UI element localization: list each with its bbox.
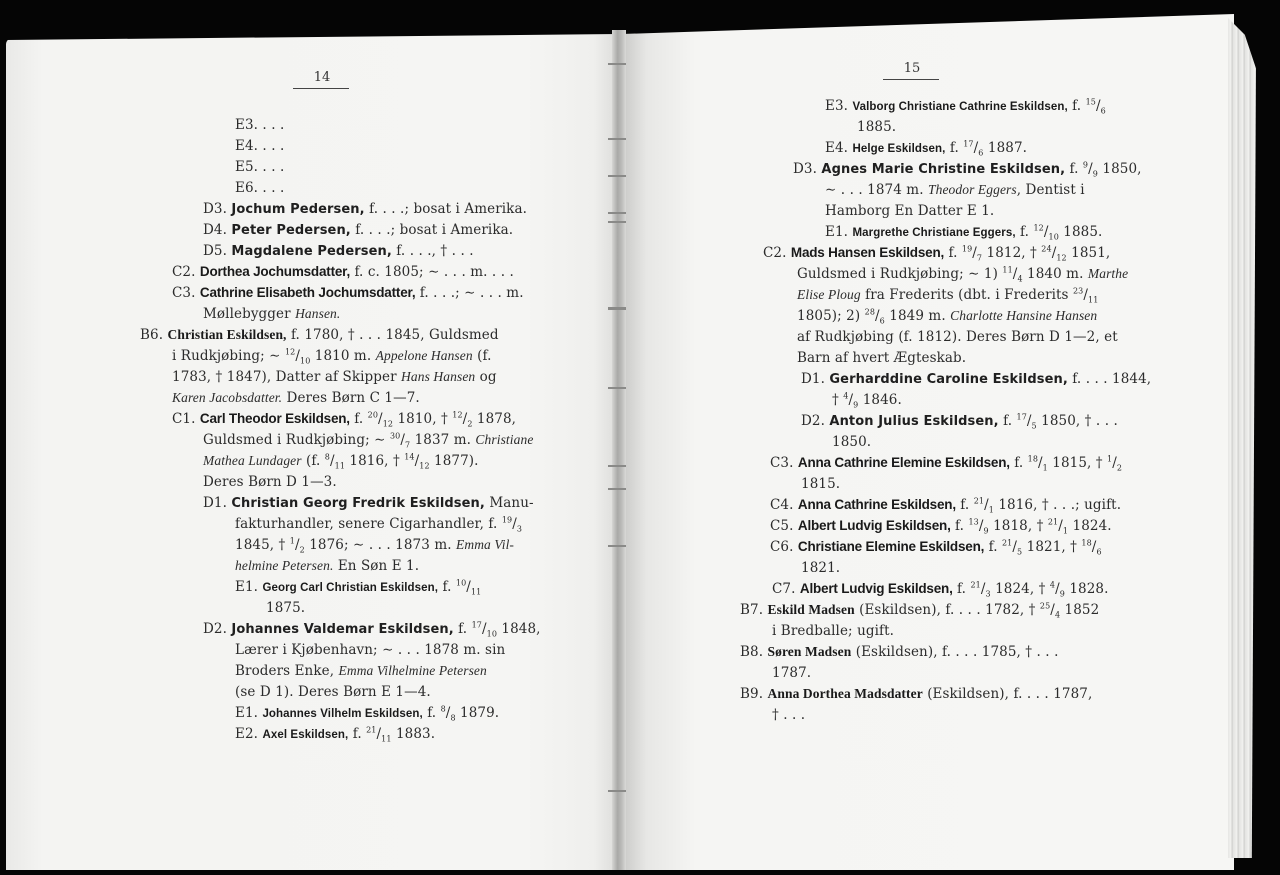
date-fraction: $^{24}/_{12}$ <box>1041 244 1067 263</box>
entry-label: D4. <box>203 222 232 238</box>
page-number-left: 14 <box>313 70 331 85</box>
date-fraction: $^{15}/_6$ <box>1085 97 1106 116</box>
entry-label: C3. <box>770 455 798 471</box>
person-name: Carl Theodor Eskildsen, <box>199 411 350 426</box>
entry-label: D2. <box>203 621 232 637</box>
left-page-text-line: (se D 1). Deres Børn E 1—4. <box>235 684 431 700</box>
italic-name: Appelone Hansen <box>375 348 473 363</box>
date-fraction: $^{18}/_6$ <box>1081 538 1102 557</box>
date-fraction: $^{20}/_{12}$ <box>367 410 394 429</box>
person-name: Helge Eskildsen, <box>852 143 946 155</box>
right-page-text-line: † $^4/_9$ 1846. <box>832 391 902 410</box>
page-stack-edges <box>1228 18 1256 858</box>
person-name: Magdalene Pedersen, <box>231 244 392 259</box>
left-page-text-line: 1845, † $^1/_2$ 1876; ∼ . . . 1873 m. Emma Vil- <box>235 536 515 555</box>
entry-label: C2. <box>763 245 791 261</box>
entry-label: B6. <box>140 327 168 343</box>
right-page-text-line: Barn af hvert Ægteskab. <box>797 350 967 366</box>
right-page-text-line: C7. Albert Ludvig Eskildsen, f. $^{21}/_3$ 1824, † $^4/_9$ 1828. <box>772 580 1109 599</box>
left-page-text-line: 1875. <box>266 600 306 616</box>
date-fraction: $^1/_2$ <box>1107 454 1123 473</box>
left-page-text-line: E2. Axel Eskildsen, f. $^{21}/_{11}$ 1883. <box>235 725 436 744</box>
person-name: Albert Ludvig Eskildsen, <box>799 581 953 596</box>
left-page <box>6 34 618 870</box>
binding-stitch <box>608 307 626 309</box>
italic-name: Hansen. <box>295 306 341 321</box>
italic-name: Theodor Eggers <box>927 182 1017 197</box>
person-name: Valborg Christiane Cathrine Eskildsen, <box>852 101 1068 113</box>
date-fraction: $^{17}/_{10}$ <box>471 620 498 639</box>
left-page-text-line: C3. Cathrine Elisabeth Jochumsdatter, f. . . .; ∼ . . . m. <box>172 285 524 301</box>
binding-stitch <box>608 488 626 490</box>
italic-name: Elise Ploug <box>797 287 861 302</box>
left-page-text-line: helmine Petersen. En Søn E 1. <box>235 558 420 574</box>
right-page-text-line: E3. Valborg Christiane Cathrine Eskildsen, f. $^{15}/_6$ <box>825 97 1106 116</box>
person-name: Jochum Pedersen, <box>231 202 365 217</box>
person-name: Anna Dorthea Madsdatter <box>767 686 923 701</box>
left-page-text-line: D4. Peter Pedersen, f. . . .; bosat i Amerika. <box>203 222 514 238</box>
right-page-text-line: C6. Christiane Elemine Eskildsen, f. $^{21}/_5$ 1821, † $^{18}/_6$ <box>770 538 1102 557</box>
entry-label: D3. <box>793 161 822 177</box>
left-page-text-line: D1. Christian Georg Fredrik Eskildsen, Manu- <box>203 495 534 511</box>
right-page-text-line: B8. Søren Madsen (Eskildsen), f. . . . 1785, † . . . <box>740 644 1059 660</box>
italic-name: Mathea Lundager <box>203 453 302 468</box>
binding-stitch <box>608 387 626 389</box>
date-fraction: $^{19}/_7$ <box>961 244 983 263</box>
right-page-text-line: C4. Anna Cathrine Eskildsen, f. $^{21}/_1$ 1816, † . . .; ugift. <box>770 496 1122 515</box>
entry-label: D1. <box>203 495 232 511</box>
right-page-text-line: E4. Helge Eskildsen, f. $^{17}/_6$ 1887. <box>825 139 1028 158</box>
right-page-text-line: 1850. <box>832 434 872 450</box>
person-name: Johannes Vilhelm Eskildsen, <box>262 708 423 720</box>
date-fraction: $^{30}/_7$ <box>389 431 411 450</box>
date-fraction: $^{21}/_1$ <box>973 496 994 515</box>
book-gutter <box>612 30 626 870</box>
entry-label: B7. <box>740 602 768 618</box>
entry-label: C5. <box>770 518 798 534</box>
date-fraction: $^{12}/_{10}$ <box>284 347 311 366</box>
right-page-text-line: Guldsmed i Rudkjøbing; ∼ 1) $^{11}/_4$ 1840 m. Marthe <box>797 265 1129 284</box>
date-fraction: $^{28}/_6$ <box>864 307 885 326</box>
left-page-text-line: C1. Carl Theodor Eskildsen, f. $^{20}/_{12}$ 1810, † $^{12}/_2$ 1878, <box>172 410 517 429</box>
date-fraction: $^{23}/_{11}$ <box>1072 286 1099 305</box>
date-fraction: $^{21}/_5$ <box>1001 538 1023 557</box>
right-page-text-line: af Rudkjøbing (f. 1812). Deres Børn D 1—2, et <box>797 329 1118 345</box>
person-name: Eskild Madsen <box>767 602 855 617</box>
person-name: Anna Cathrine Eskildsen, <box>797 497 956 512</box>
left-page-text-line: fakturhandler, senere Cigarhandler, f. $^{19}/_3$ <box>235 515 523 534</box>
left-page-text-line: Karen Jacobsdatter. Deres Børn C 1—7. <box>172 390 420 406</box>
entry-label: D3. <box>203 201 232 217</box>
date-fraction: $^{21}/_3$ <box>970 580 991 599</box>
binding-stitch <box>608 212 626 214</box>
left-page-text-line: Guldsmed i Rudkjøbing; ∼ $^{30}/_7$ 1837 m. Christiane <box>203 431 534 450</box>
binding-stitch <box>608 465 626 467</box>
page-number-right: 15 <box>903 61 921 76</box>
entry-label: E4. <box>825 140 853 156</box>
italic-name: Emma Vilhelmine Petersen <box>338 663 487 678</box>
entry-label: C2. <box>172 264 200 280</box>
left-page-text-line: Lærer i Kjøbenhavn; ∼ . . . 1878 m. sin <box>235 642 506 658</box>
italic-name: Emma Vil- <box>456 537 515 552</box>
binding-stitch <box>608 63 626 65</box>
date-fraction: $^{21}/_{11}$ <box>366 725 392 744</box>
binding-stitch <box>608 545 626 547</box>
date-fraction: $^{17}/_6$ <box>963 139 984 158</box>
right-page-text-line: C5. Albert Ludvig Eskildsen, f. $^{13}/_9$ 1818, † $^{21}/_1$ 1824. <box>770 517 1112 536</box>
date-fraction: $^{12}/_{10}$ <box>1033 223 1059 242</box>
right-page-text-line: C3. Anna Cathrine Elemine Eskildsen, f. $^{18}/_1$ 1815, † $^1/_2$ <box>770 454 1123 473</box>
date-fraction: $^4/_9$ <box>1049 580 1065 599</box>
binding-stitch <box>608 790 626 792</box>
person-name: Dorthea Jochumsdatter, <box>199 264 351 279</box>
person-name: Axel Eskildsen, <box>262 729 349 741</box>
person-name: Albert Ludvig Eskildsen, <box>797 518 951 533</box>
right-page-text-line: Hamborg En Datter E 1. <box>825 203 995 219</box>
date-fraction: $^{19}/_3$ <box>501 515 523 534</box>
person-name: Anton Julius Eskildsen, <box>829 414 999 429</box>
entry-label: C4. <box>770 497 798 513</box>
left-page-text-line: D2. Johannes Valdemar Eskildsen, f. $^{17}/_{10}$ 1848, <box>203 620 541 639</box>
right-page-text-line: i Bredballe; ugift. <box>772 623 895 639</box>
entry-label: E1. <box>825 224 853 240</box>
date-fraction: $^{13}/_9$ <box>968 517 989 536</box>
binding-stitch <box>608 221 626 223</box>
right-page-text-line: C2. Mads Hansen Eskildsen, f. $^{19}/_7$ 1812, † $^{24}/_{12}$ 1851, <box>763 244 1111 263</box>
right-page-text-line: D2. Anton Julius Eskildsen, f. $^{17}/_5$ 1850, † . . . <box>801 412 1118 431</box>
entry-label: D2. <box>801 413 830 429</box>
italic-name: Marthe <box>1087 266 1129 281</box>
right-page-text-line: ∼ . . . 1874 m. Theodor Eggers, Dentist i <box>825 182 1085 198</box>
person-name: Mads Hansen Eskildsen, <box>790 245 945 260</box>
person-name: Cathrine Elisabeth Jochumsdatter, <box>199 285 416 300</box>
left-page-text-line: D5. Magdalene Pedersen, f. . . ., † . . . <box>203 243 474 259</box>
right-page-text-line: 1821. <box>801 560 841 576</box>
left-page-text-line: Møllebygger Hansen. <box>203 306 341 322</box>
date-fraction: $^{11}/_4$ <box>1002 265 1023 284</box>
person-name: Agnes Marie Christine Eskildsen, <box>821 162 1066 177</box>
entry-label: C6. <box>770 539 798 555</box>
right-page-text-line: 1885. <box>857 119 897 135</box>
left-page-text-line: Mathea Lundager (f. $^8/_{11}$ 1816, † $^{14}/_{12}$ 1877). <box>203 452 479 471</box>
person-name: Christian Georg Fredrik Eskildsen, <box>231 496 485 511</box>
date-fraction: $^{12}/_2$ <box>452 410 473 429</box>
right-page-text-line: 1815. <box>801 476 841 492</box>
italic-name: Christiane <box>475 432 534 447</box>
page-number-rule <box>293 88 349 89</box>
right-page-text-line: B7. Eskild Madsen (Eskildsen), f. . . . 1782, † $^{25}/_4$ 1852 <box>740 601 1100 620</box>
left-page-text-line: 1783, † 1847), Datter af Skipper Hans Hansen og <box>172 369 497 385</box>
person-name: Anna Cathrine Elemine Eskildsen, <box>797 455 1010 470</box>
right-page-text-line: Elise Ploug fra Frederits (dbt. i Frederits $^{23}/_{11}$ <box>797 286 1099 305</box>
entry-label: B8. <box>740 644 768 660</box>
person-name: Gerharddine Caroline Eskildsen, <box>829 372 1068 387</box>
person-name: Christian Eskildsen, <box>167 327 287 342</box>
date-fraction: $^4/_9$ <box>843 391 859 410</box>
left-page-text-line: E6. . . . <box>235 180 285 196</box>
page-number-rule <box>883 79 939 80</box>
entry-label: D1. <box>801 371 830 387</box>
binding-stitch <box>608 175 626 177</box>
person-name: Søren Madsen <box>767 644 852 659</box>
italic-name: Charlotte Hansine Hansen <box>950 308 1098 323</box>
right-page-text-line: D1. Gerharddine Caroline Eskildsen, f. . . . 1844, <box>801 371 1152 387</box>
left-page-text-line: D3. Jochum Pedersen, f. . . .; bosat i Amerika. <box>203 201 527 217</box>
date-fraction: $^{21}/_1$ <box>1047 517 1069 536</box>
date-fraction: $^{25}/_4$ <box>1039 601 1061 620</box>
left-page-text-line: E1. Johannes Vilhelm Eskildsen, f. $^8/_8$ 1879. <box>235 704 500 723</box>
entry-label: B9. <box>740 686 768 702</box>
entry-label: C1. <box>172 411 200 427</box>
person-name: Johannes Valdemar Eskildsen, <box>231 622 454 637</box>
entry-label: C3. <box>172 285 200 301</box>
left-page-text-line: C2. Dorthea Jochumsdatter, f. c. 1805; ∼ . . . m. . . . <box>172 264 514 280</box>
date-fraction: $^8/_{11}$ <box>324 452 346 471</box>
italic-name: Karen Jacobsdatter. <box>172 390 283 405</box>
left-page-text-line: i Rudkjøbing; ∼ $^{12}/_{10}$ 1810 m. Appelone Hansen (f. <box>172 347 492 366</box>
date-fraction: $^{10}/_{11}$ <box>455 578 482 597</box>
right-page-text-line: 1805); 2) $^{28}/_6$ 1849 m. Charlotte Hansine Hansen <box>797 307 1098 326</box>
right-page-text-line: † . . . <box>772 707 806 723</box>
date-fraction: $^1/_2$ <box>289 536 305 555</box>
italic-name: Hans Hansen <box>401 369 476 384</box>
left-page-text-line: Deres Børn D 1—3. <box>203 474 337 490</box>
date-fraction: $^{17}/_5$ <box>1016 412 1037 431</box>
binding-stitch <box>608 138 626 140</box>
entry-label: E3. <box>825 98 853 114</box>
left-page-text-line: Broders Enke, Emma Vilhelmine Petersen <box>235 663 487 679</box>
left-page-text-line: E1. Georg Carl Christian Eskildsen, f. $^{10}/_{11}$ <box>235 578 482 597</box>
italic-name: helmine Petersen. <box>235 558 334 573</box>
left-page-text-line: E3. . . . <box>235 117 285 133</box>
right-page-text-line: D3. Agnes Marie Christine Eskildsen, f. $^9/_9$ 1850, <box>793 160 1142 179</box>
entry-label: E1. <box>235 579 263 595</box>
left-page-text-line: E4. . . . <box>235 138 285 154</box>
entry-label: E2. <box>235 726 263 742</box>
person-name: Margrethe Christiane Eggers, <box>852 227 1016 239</box>
entry-label: E1. <box>235 705 263 721</box>
right-page-text-line: B9. Anna Dorthea Madsdatter (Eskildsen), f. . . . 1787, <box>740 686 1093 702</box>
right-page-text-line: 1787. <box>772 665 812 681</box>
entry-label: D5. <box>203 243 232 259</box>
person-name: Christiane Elemine Eskildsen, <box>797 539 985 554</box>
right-page-text-line: E1. Margrethe Christiane Eggers, f. $^{12}/_{10}$ 1885. <box>825 223 1103 242</box>
date-fraction: $^{18}/_1$ <box>1027 454 1048 473</box>
left-page-text-line: B6. Christian Eskildsen, f. 1780, † . . . 1845, Guldsmed <box>140 327 499 343</box>
person-name: Peter Pedersen, <box>231 223 351 238</box>
date-fraction: $^9/_9$ <box>1082 160 1098 179</box>
left-page-text-line: E5. . . . <box>235 159 285 175</box>
date-fraction: $^8/_8$ <box>440 704 456 723</box>
date-fraction: $^{14}/_{12}$ <box>404 452 430 471</box>
person-name: Georg Carl Christian Eskildsen, <box>262 582 439 594</box>
entry-label: C7. <box>772 581 800 597</box>
